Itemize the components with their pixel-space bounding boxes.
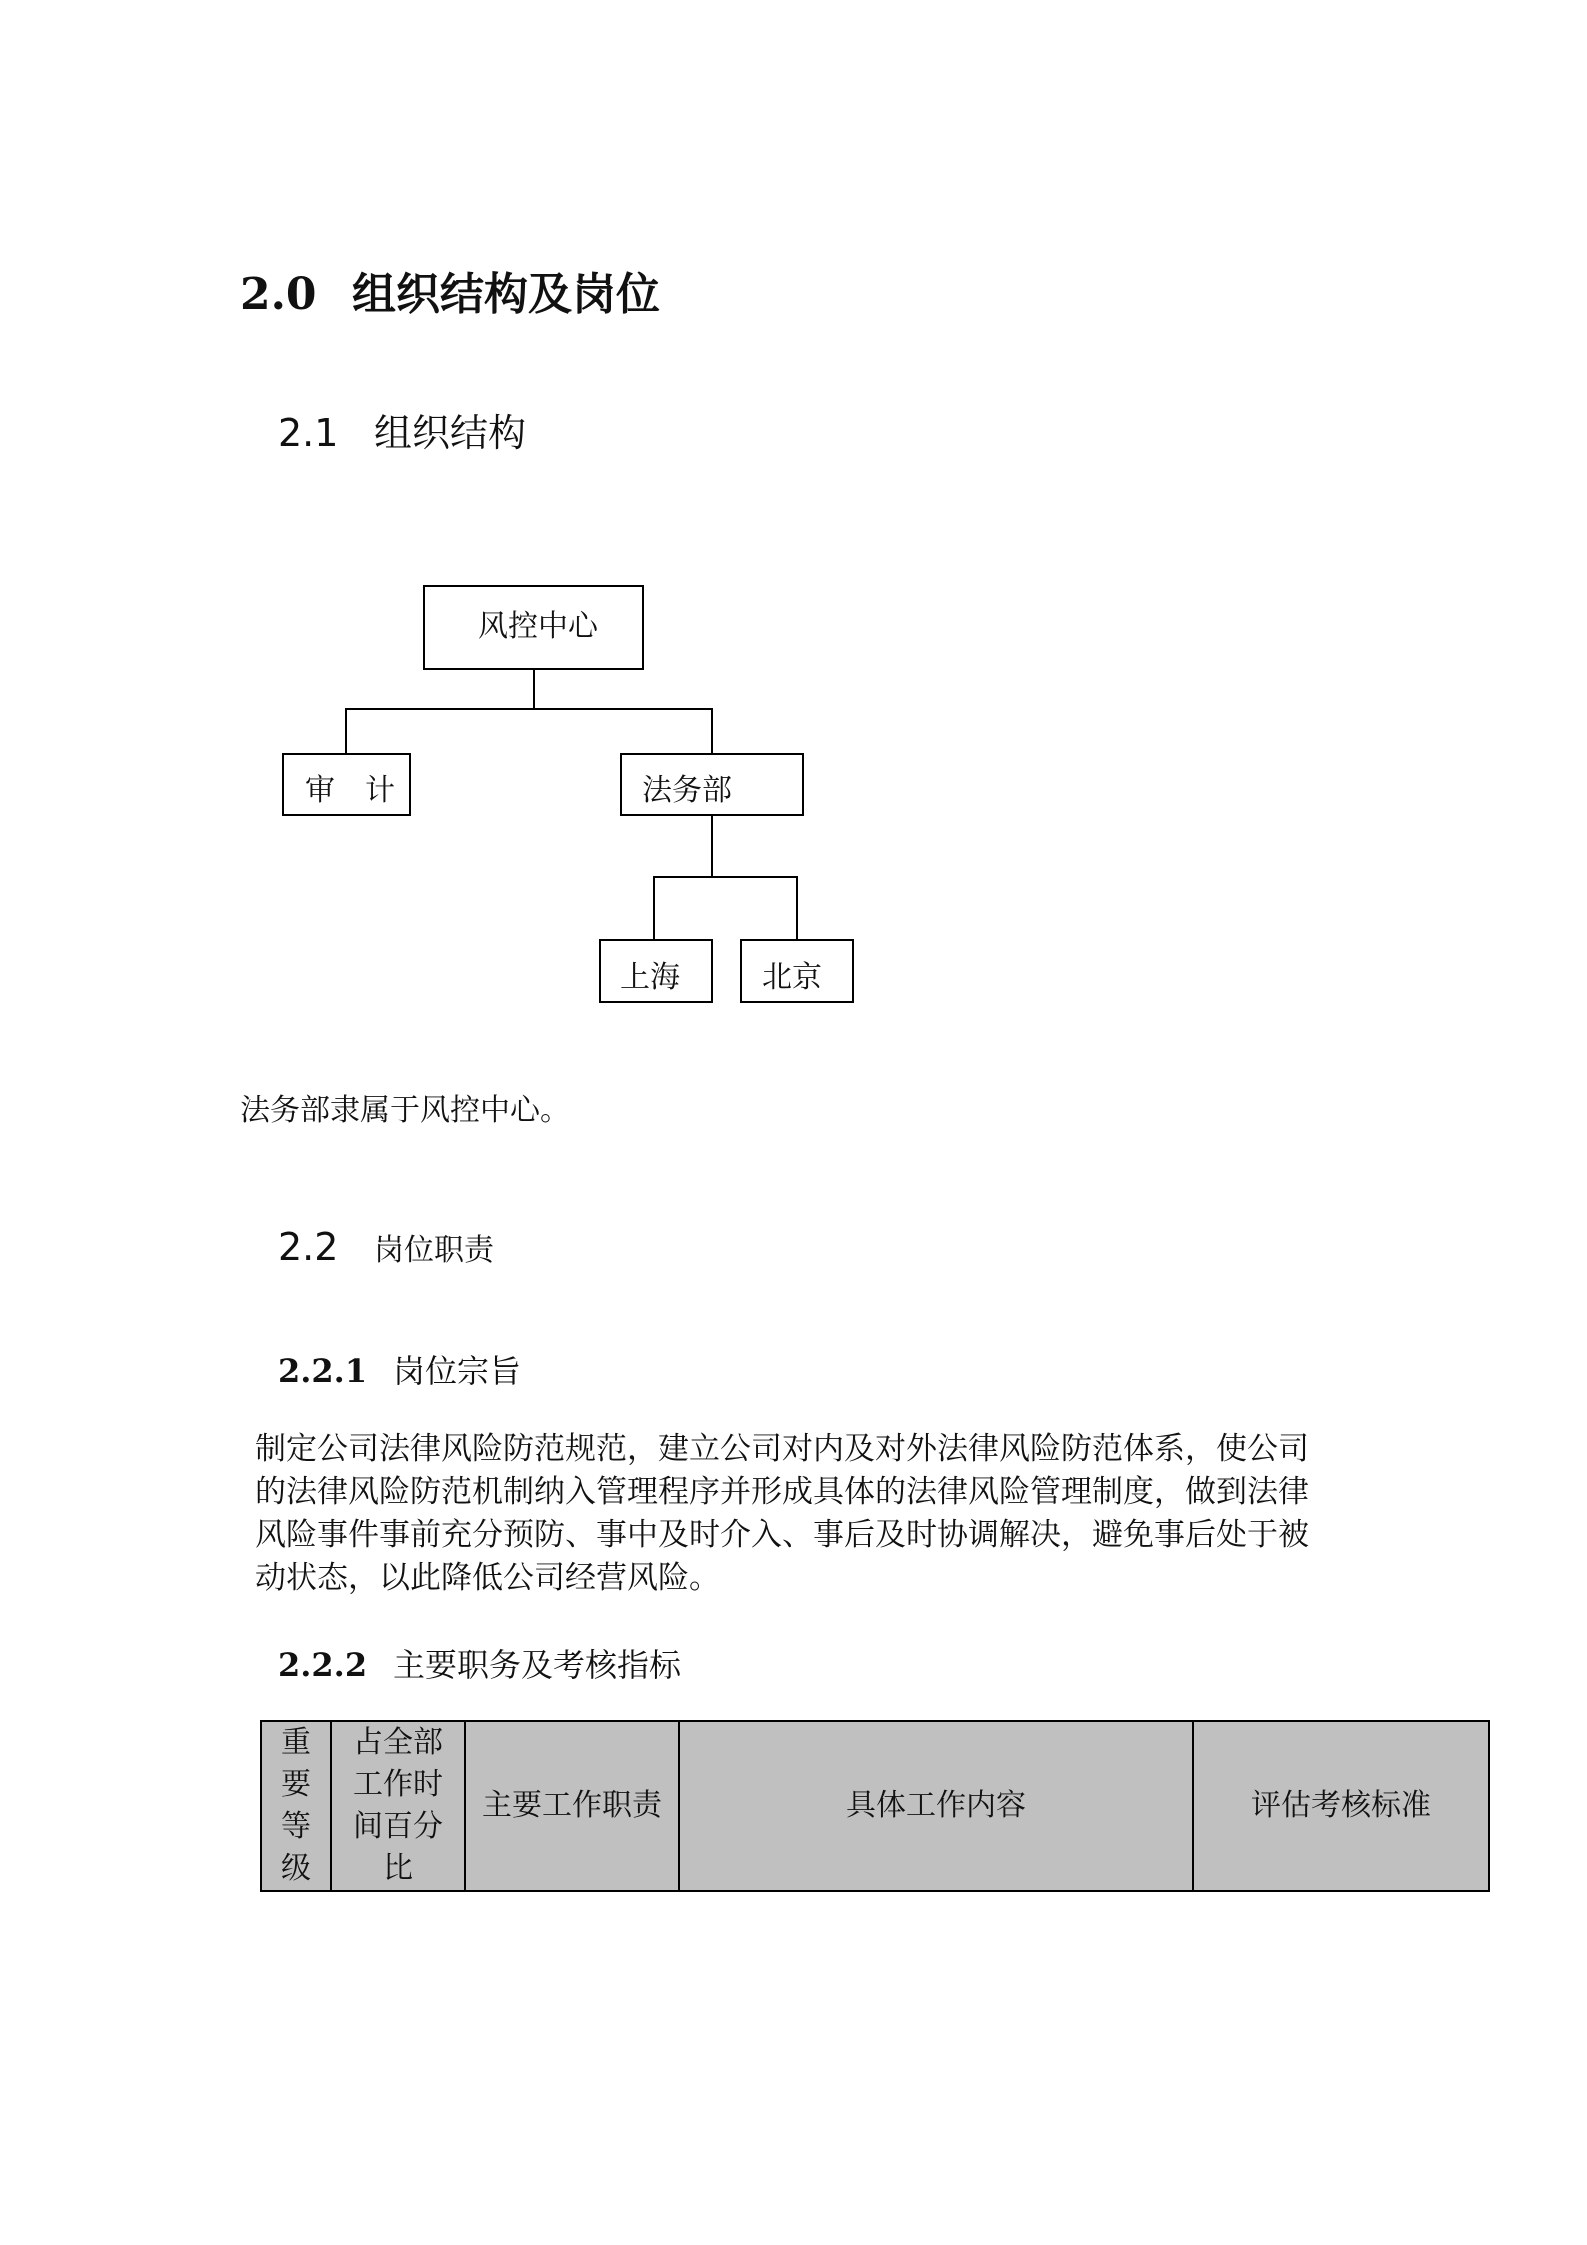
- org-box-label: 法务部: [642, 773, 732, 808]
- header-importance-level: [261, 1721, 331, 1891]
- section-number: 2.2.2: [278, 1646, 368, 1684]
- connector-line: [796, 876, 798, 940]
- header-time-percentage: [331, 1721, 465, 1891]
- header-text: 等: [281, 1809, 311, 1844]
- org-box-audit: [282, 753, 411, 816]
- connector-line: [711, 708, 713, 755]
- section-number: 2.2: [278, 1225, 339, 1269]
- org-box-label: 审 计: [305, 773, 395, 808]
- section-number: 2.0: [240, 269, 317, 320]
- purpose-paragraph: [255, 1428, 1375, 1600]
- header-text: 工作时: [353, 1767, 443, 1802]
- purpose-line: 动状态，以此降低公司经营风险。: [255, 1560, 720, 1596]
- header-text: 比: [383, 1851, 413, 1886]
- org-box-shanghai: [599, 939, 713, 1003]
- section-2-0-heading: [240, 258, 660, 322]
- section-2-2-1-heading: [278, 1346, 521, 1392]
- section-2-2-heading: [278, 1225, 494, 1269]
- header-text: 重: [281, 1725, 311, 1760]
- section-title: 岗位宗旨: [393, 1352, 522, 1390]
- connector-line: [653, 876, 798, 878]
- section-number: 2.2.1: [278, 1352, 368, 1390]
- org-box-beijing: [740, 939, 854, 1003]
- header-main-duty: 主要工作职责: [465, 1721, 679, 1891]
- purpose-line: 风险事件事前充分预防、事中及时介入、事后及时协调解决，避免事后处于被: [255, 1517, 1309, 1553]
- table-header-row: [261, 1721, 1489, 1891]
- section-2-1-heading: [278, 402, 526, 457]
- section-title: 主要职务及考核指标: [393, 1646, 682, 1684]
- section-title: 岗位职责: [374, 1233, 494, 1268]
- header-evaluation-criteria: 评估考核标准: [1193, 1721, 1489, 1891]
- header-text: 占全部: [353, 1725, 443, 1760]
- header-text: 要: [281, 1767, 311, 1802]
- org-box-label: 风控中心: [478, 609, 598, 644]
- org-note: 法务部隶属于风控中心。: [240, 1093, 570, 1128]
- section-title: 组织结构及岗位: [352, 269, 660, 320]
- org-box-legal-department: [620, 753, 804, 816]
- section-number: 2.1: [278, 411, 339, 455]
- connector-line: [345, 708, 713, 710]
- header-text: 间百分: [353, 1809, 443, 1844]
- section-2-2-2-heading: [278, 1640, 681, 1686]
- purpose-line: 制定公司法律风险防范规范，建立公司对内及对外法律风险防范体系，使公司: [255, 1431, 1309, 1467]
- connector-line: [345, 708, 347, 755]
- purpose-line: 的法律风险防范机制纳入管理程序并形成具体的法律风险管理制度，做到法律: [255, 1474, 1309, 1510]
- org-box-risk-control-center: [423, 585, 644, 670]
- duties-table: [260, 1720, 1490, 1892]
- header-text: 级: [281, 1851, 311, 1886]
- connector-line: [653, 876, 655, 940]
- connector-line: [711, 815, 713, 878]
- header-work-content: 具体工作内容: [679, 1721, 1193, 1891]
- org-box-label: 上海: [620, 960, 680, 995]
- section-title: 组织结构: [374, 411, 527, 455]
- org-box-label: 北京: [762, 960, 822, 995]
- connector-line: [533, 669, 535, 709]
